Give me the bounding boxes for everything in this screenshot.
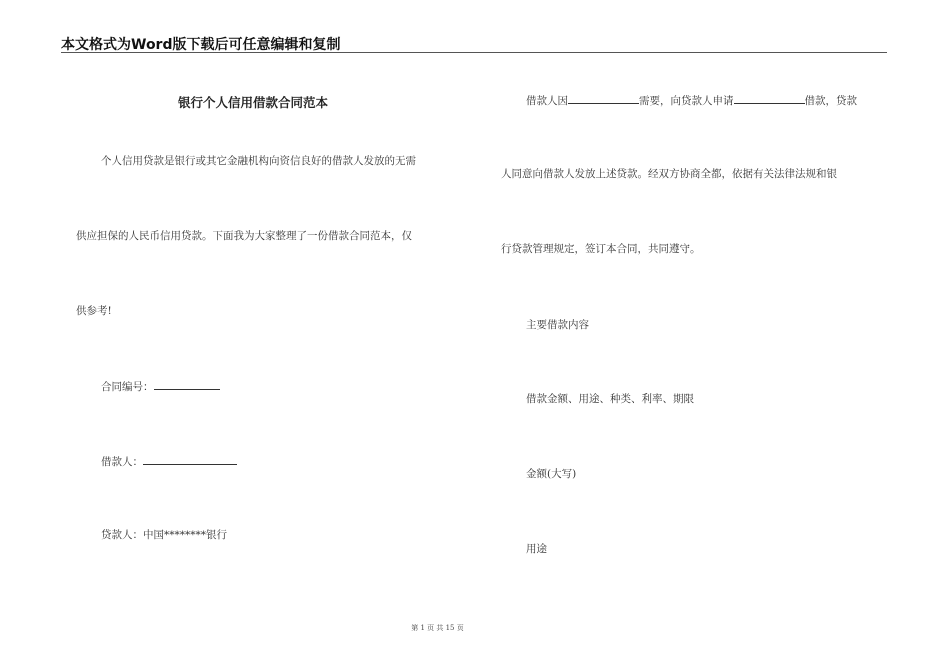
lender-label: 贷款人： [101,529,143,541]
page-number-footer: 第 1 页 共 15 页 [411,624,464,632]
contract-number-blank [154,379,220,390]
purpose-paragraph-line-1 [526,93,857,108]
intro-line-2: 供应担保的人民币信用贷款。下面我为大家整理了一份借款合同范本，仅 [76,230,412,242]
contract-number-row [101,379,220,394]
document-title: 银行个人信用借款合同范本 [178,95,329,110]
amount-label: 金额(大写) [526,468,577,480]
intro-line-1: 个人信用贷款是银行或其它金融机构向资信良好的借款人发放的无需 [101,155,416,167]
header-divider [61,52,887,53]
purpose-label: 用途 [526,543,547,555]
purpose-paragraph-line-3: 行贷款管理规定，签订本合同，共同遵守。 [501,243,701,255]
lender-row [101,528,227,542]
purpose-paragraph-line-2: 人同意向借款人发放上述贷款。经双方协商全都，依据有关法律法规和银 [501,168,837,180]
contract-number-label: 合同编号： [101,381,154,393]
subsection-heading: 借款金额、用途、种类、利率、期限 [526,393,694,405]
borrower-row [101,454,237,469]
intro-line-3: 供参考! [76,305,112,317]
para-line-1-c: 借款，贷款 [804,95,857,107]
need-blank [568,93,639,104]
para-line-1-b: 需要，向贷款人申请 [639,95,734,107]
para-line-1-a: 借款人因 [526,95,568,107]
document-banner: 本文格式为Word版下载后可任意编辑和复制 [61,37,341,53]
section-heading: 主要借款内容 [526,319,589,331]
borrower-label: 借款人： [101,456,143,468]
borrower-blank [143,454,237,465]
loan-amount-blank [734,93,805,104]
lender-value: 中国********银行 [143,529,227,541]
